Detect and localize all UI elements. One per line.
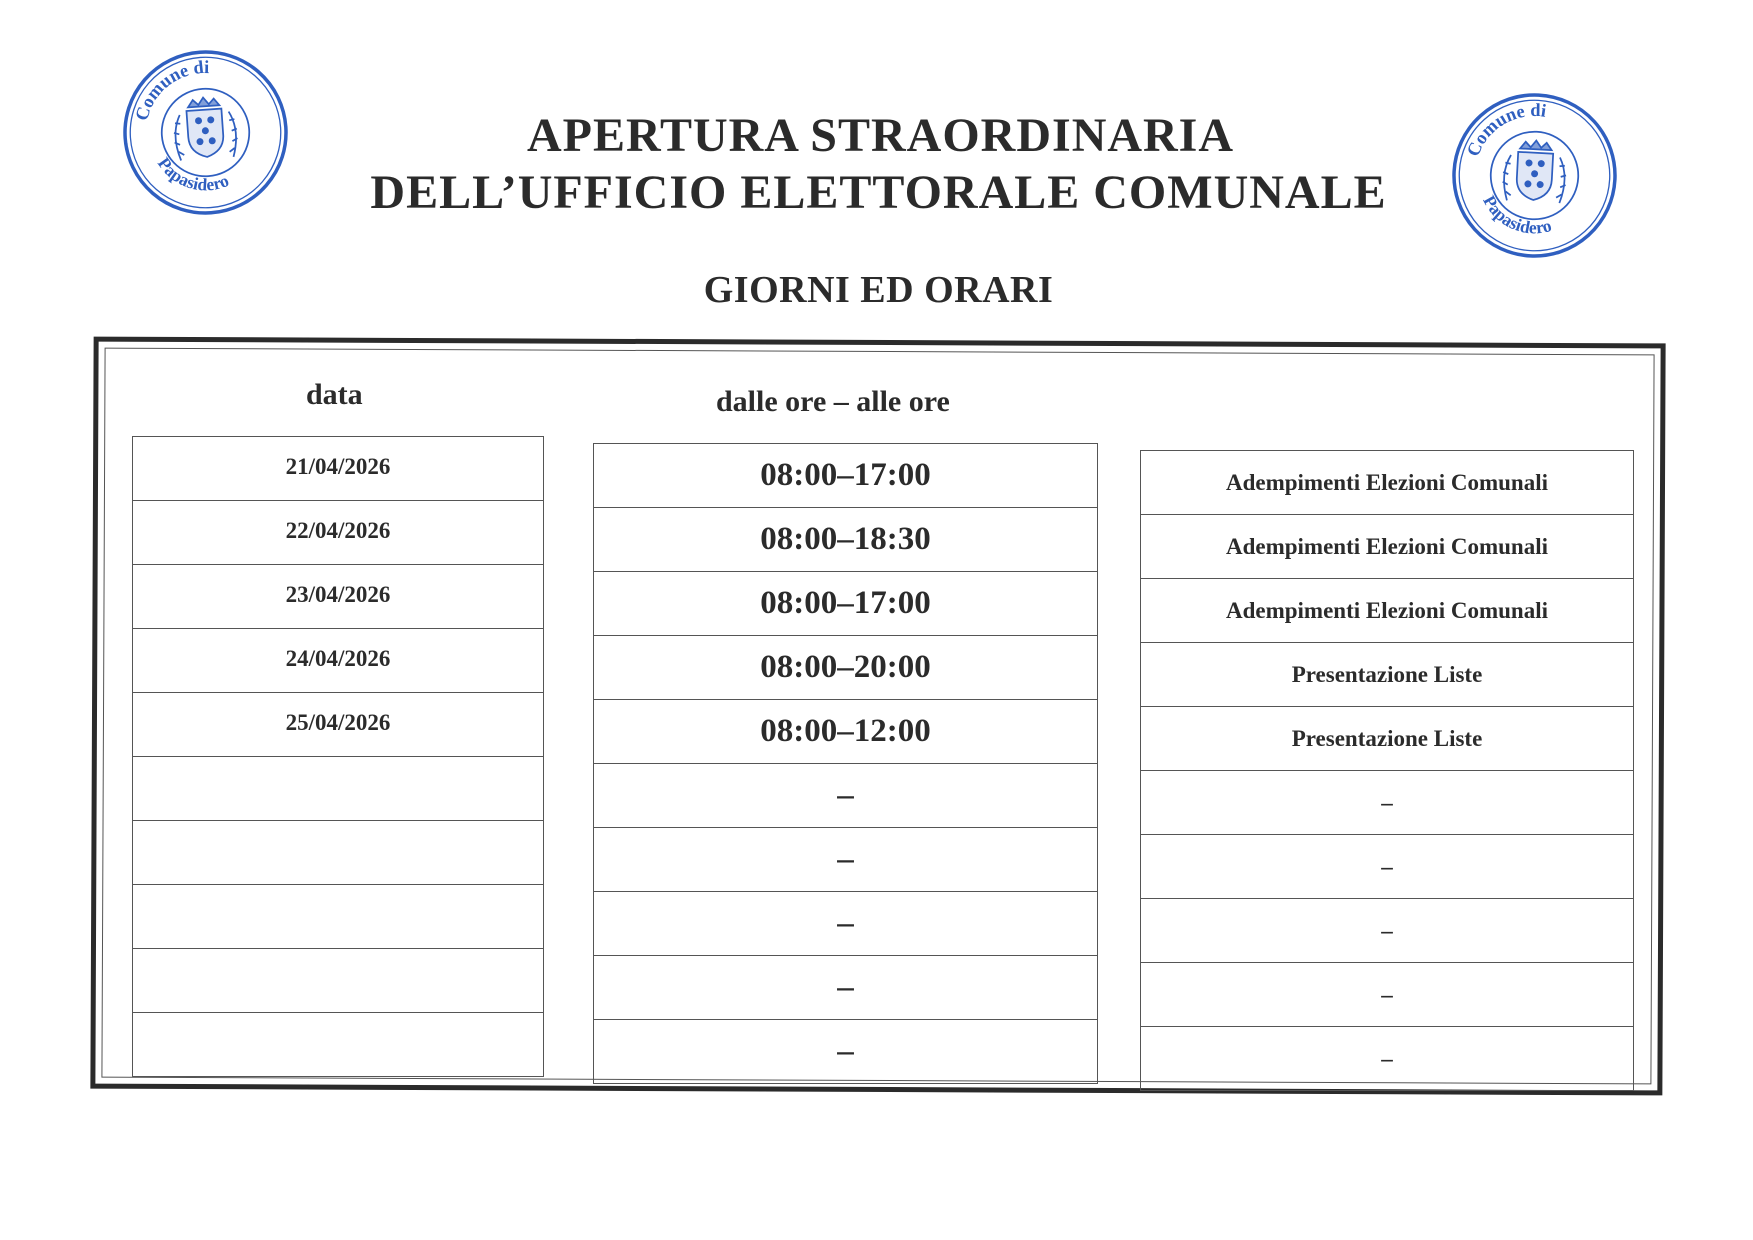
description-cell: Presentazione Liste xyxy=(1141,643,1633,707)
svg-text:Comune di: Comune di xyxy=(131,56,210,123)
time-cell: 08:00–12:00 xyxy=(594,700,1097,764)
description-cell: Adempimenti Elezioni Comunali xyxy=(1141,579,1633,643)
column-header-date: data xyxy=(306,378,363,411)
date-cell xyxy=(133,949,543,1013)
time-cell: 08:00–20:00 xyxy=(594,636,1097,700)
date-cell: 22/04/2026 xyxy=(133,501,543,565)
time-cell: – xyxy=(594,764,1097,828)
page-title-line-2: DELL’UFFICIO ELETTORALE COMUNALE xyxy=(370,166,1387,219)
date-cell: 21/04/2026 xyxy=(133,437,543,501)
time-cell: – xyxy=(594,956,1097,1020)
date-cell xyxy=(133,757,543,821)
description-cell: Adempimenti Elezioni Comunali xyxy=(1141,451,1633,515)
description-cell: – xyxy=(1141,963,1633,1027)
description-cell: Presentazione Liste xyxy=(1141,707,1633,771)
date-cell: 24/04/2026 xyxy=(133,629,543,693)
description-cell: – xyxy=(1141,899,1633,963)
svg-text:Comune di: Comune di xyxy=(1462,99,1548,160)
time-cell: – xyxy=(594,892,1097,956)
date-cell: 25/04/2026 xyxy=(133,693,543,757)
time-cell: 08:00–17:00 xyxy=(594,572,1097,636)
date-cell: 23/04/2026 xyxy=(133,565,543,629)
description-cell: – xyxy=(1141,835,1633,899)
page-title-line-1: APERTURA STRAORDINARIA xyxy=(526,109,1235,162)
date-cell xyxy=(133,885,543,949)
date-cell xyxy=(133,821,543,885)
time-cell: 08:00–17:00 xyxy=(594,444,1097,508)
description-column xyxy=(1140,450,1634,1091)
column-header-time: dalle ore – alle ore xyxy=(716,385,950,418)
time-cell: 08:00–18:30 xyxy=(594,508,1097,572)
date-cell xyxy=(133,1013,543,1077)
date-column xyxy=(132,436,544,1077)
description-cell: – xyxy=(1141,771,1633,835)
time-cell: – xyxy=(594,828,1097,892)
description-cell: Adempimenti Elezioni Comunali xyxy=(1141,515,1633,579)
page-subtitle: GIORNI ED ORARI xyxy=(703,269,1054,311)
svg-text:Papasidero: Papasidero xyxy=(153,153,232,195)
svg-text:Papasidero: Papasidero xyxy=(1479,192,1554,238)
time-column xyxy=(593,443,1098,1084)
description-cell: – xyxy=(1141,1027,1633,1091)
time-cell: – xyxy=(594,1020,1097,1084)
